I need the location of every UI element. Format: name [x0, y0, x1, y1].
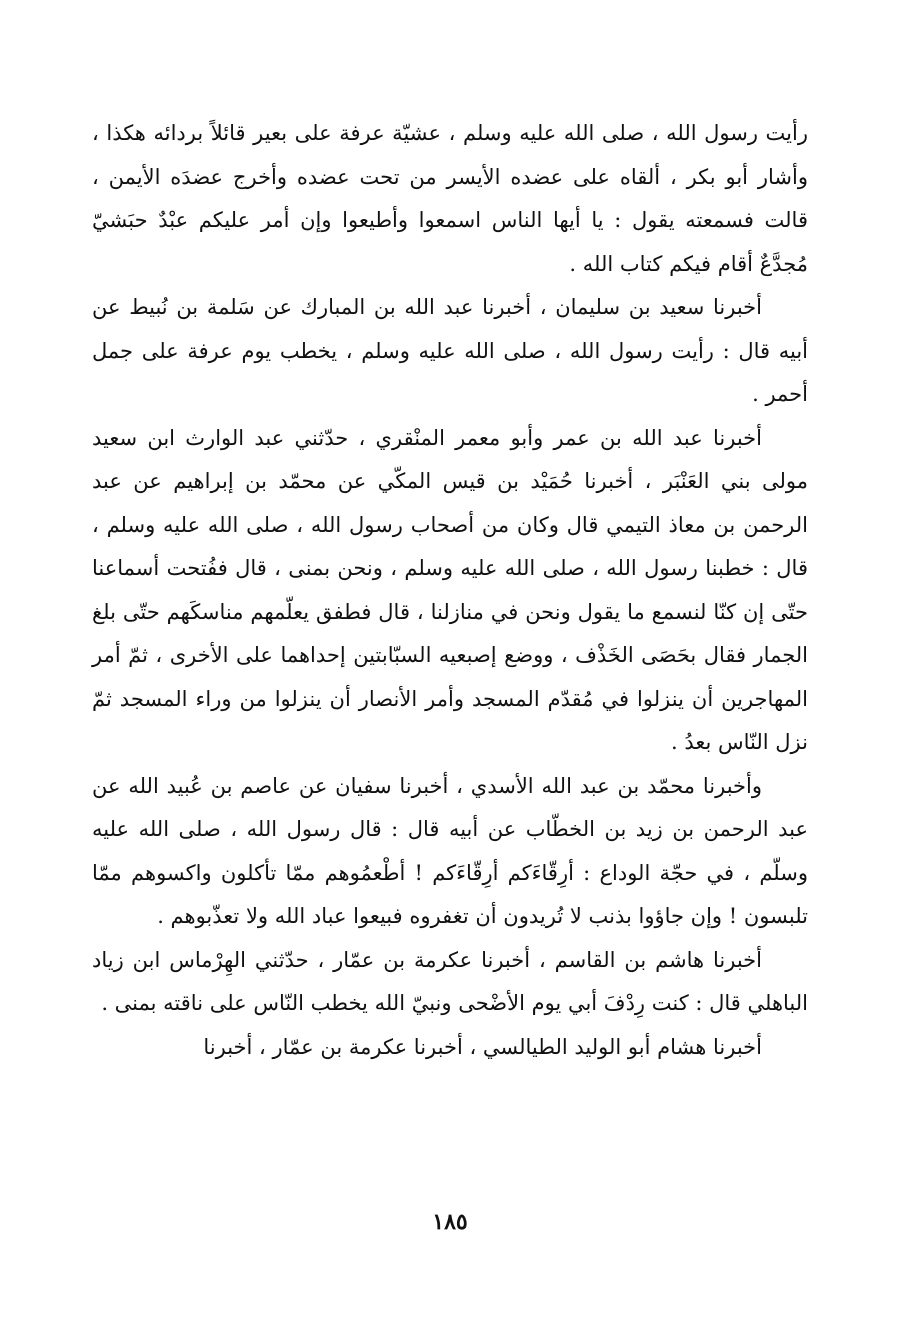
paragraph-4: وأخبرنا محمّد بن عبد الله الأسدي ، أخبرنا سفيان عن عاصم بن عُبيد الله عن عبد الرحمن بن زيد بن الخطّاب عن أبيه قال : قال رسول الله ، صلى الله عليه وسلّم ، في حجّة الوداع : أرِقّاءَكم أرِقّاءَكم ! أطْعمُوهم ممّا تأكلون واكسوهم ممّا تلبسون ! وإن جاؤوا بذنب لا تُريدون أن تغفروه فبيعوا عباد الله ولا تعذّبوهم .	[92, 773, 808, 928]
paragraph-2: أخبرنا سعيد بن سليمان ، أخبرنا عبد الله بن المبارك عن سَلمة بن نُبيط عن أبيه قال : رأيت رسول الله ، صلى الله عليه وسلم ، يخطب يوم عرفة على جمل أحمر .	[92, 295, 808, 406]
paragraph-3: أخبرنا عبد الله بن عمر وأبو معمر المنْقري ، حدّثني عبد الوارث ابن سعيد مولى بني العَنْبَر ، أخبرنا حُمَيْد بن قيس المكّي عن محمّد بن إبراهيم عن عبد الرحمن بن معاذ التيمي قال وكان من أصحاب رسول الله ، صلى الله عليه وسلم ، قال : خطبنا رسول الله ، صلى الله عليه وسلم ، ونحن بمنى ، قال ففُتحت أسماعنا حتّى إن كنّا لنسمع ما يقول ونحن في منازلنا ، قال فطفق يعلّمهم مناسكَهم حتّى بلغ الجمار فقال بحَصَى الخَذْف ، ووضع إصبعيه السبّابتين إحداهما على الأخرى ، ثمّ أمر المهاجرين أن ينزلوا في مُقدّم المسجد وأمر الأنصار أن ينزلوا من وراء المسجد ثمّ نزل النّاس بعدُ .	[92, 425, 808, 754]
page-number: ١٨٥	[432, 1209, 468, 1235]
body-text	[92, 112, 808, 1069]
paragraph-6: أخبرنا هشام أبو الوليد الطيالسي ، أخبرنا عكرمة بن عمّار ، أخبرنا	[203, 1034, 762, 1059]
paragraph-1: رأيت رسول الله ، صلى الله عليه وسلم ، عشيّة عرفة على بعير قائلاً بردائه هكذا ، وأشار أبو بكر ، ألقاه على عضده الأيسر من تحت عضده وأخرج عضدَه الأيمن ، قالت فسمعته يقول : يا أيها الناس اسمعوا وأطيعوا وإن أمر عليكم عبْدٌ حبَشيّ مُجدَّعٌ أقام فيكم كتاب الله .	[92, 121, 808, 276]
paragraph-5: أخبرنا هاشم بن القاسم ، أخبرنا عكرمة بن عمّار ، حدّثني الهِرْماس ابن زياد الباهلي قال : كنت رِدْفَ أبي يوم الأضْحى ونبيّ الله يخطب النّاس على ناقته بمنى .	[92, 947, 808, 1015]
